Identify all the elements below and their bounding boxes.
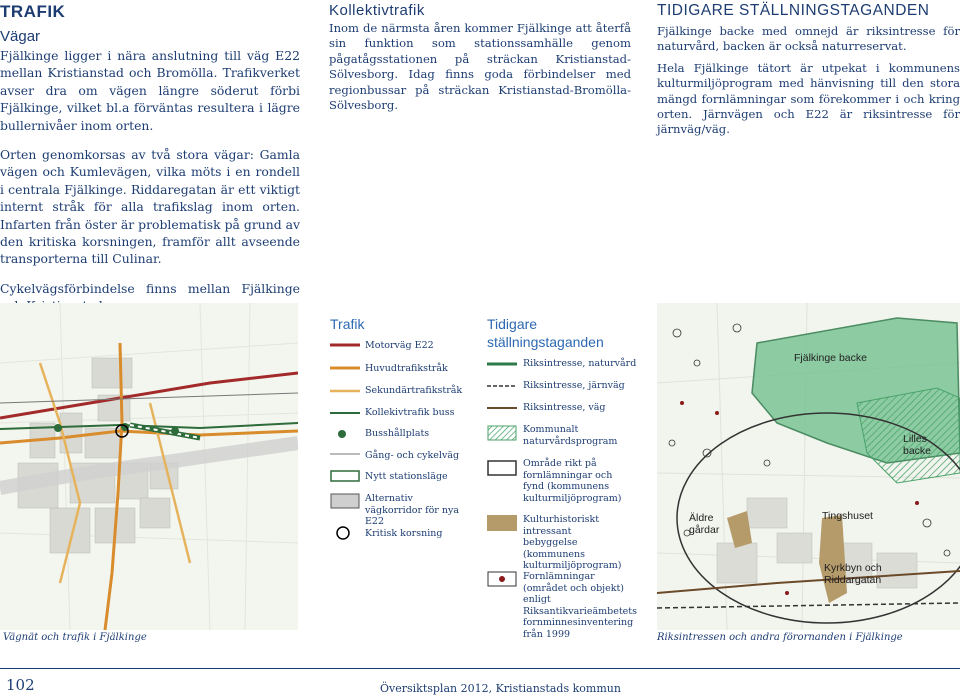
legend-item: Sekundärtrafikstråk (365, 385, 463, 396)
section-title-trafik: TRAFIK (0, 2, 66, 21)
map-label-kyrkbyn: Kyrkbyn och Riddargatan (824, 562, 882, 586)
legend-item: Alternativ vägkorridor för nya E22 (365, 493, 460, 527)
legend-item: Motorväg E22 (365, 340, 434, 351)
legend-item: Huvudtrafikstråk (365, 363, 448, 374)
legend-tidigare (479, 303, 649, 640)
ancient-area-symbol (487, 460, 517, 476)
footer-rule (0, 668, 960, 669)
map-label-lilles-backe: Lilles backe (903, 433, 932, 457)
ancient-monument-symbol (487, 571, 517, 587)
main-road-symbol (330, 364, 360, 372)
map-label-tingshuset: Tingshuset (822, 510, 873, 522)
paragraph: Orten genomkorsas av två stora vägar: Gamla vägen och Kumlevägen, vilka möts i en rondell i centrala Fjälkinge. Riddaregatan är ett viktigt internt stråk för alla trafikslag inom orten. Infarten från öster är problematisk på grund av den kritiska korsningen, framför allt avseende transporterna till Culinar. (0, 147, 300, 267)
legend-item: Riksintresse, järnväg (523, 380, 625, 391)
new-station-symbol (330, 470, 360, 482)
heading-kollektivtrafik: Kollektivtrafik (329, 2, 425, 19)
paragraph: Fjälkinge ligger i nära anslutning till väg E22 mellan Kristianstad och Bromölla. Trafikverket avser dra om vägen längre söderut förbi Fjälkinge, vilket bl.a förväntas resultera i lägre bullernivåer inom orten. (0, 48, 300, 133)
paragraph: Inom de närmsta åren kommer Fjälkinge att återfå sin funktion som stationssamhälle genom pågatågsstationen på sträckan Kristianstad-Sölvesborg. Idag finns goda förbindelser med regionbussar på sträckan Kristianstad-Bromölla-Sölvesborg. (329, 21, 631, 113)
legend-item: Kollekivtrafik buss (365, 407, 455, 418)
cycle-path-symbol (330, 450, 360, 458)
legend-item: Busshållplats (365, 428, 430, 439)
legend-item: Riksintresse, väg (523, 402, 606, 413)
paragraph: Cykelvägsförbindelse finns mellan Fjälkinge (0, 280, 300, 296)
rail-interest-symbol (487, 382, 517, 390)
secondary-road-symbol (330, 387, 360, 395)
legend-item: Område rikt på fornlämningar och fynd (kommunens kulturmiljöprogram) (523, 458, 622, 504)
column-tidigare (657, 0, 960, 150)
legend-item: Kommunalt naturvårdsprogram (523, 424, 618, 447)
legend-title-tidigare: Tidigare ställningstaganden (487, 316, 604, 350)
section-title-tidigare: TIDIGARE STÄLLNINGSTAGANDEN (657, 2, 930, 19)
heading-vagar: Vägar (0, 28, 41, 45)
road-interest-symbol (487, 404, 517, 412)
map-label-fjalkinge-backe: Fjälkinge backe (794, 352, 867, 364)
legend-item: Gång- och cykelväg (365, 450, 460, 461)
column-kollektivtrafik (329, 0, 631, 125)
legend-item: Fornlämningar (området och objekt) enligt Riksantikvarieämbetets fornminnesinventering från 1999 (523, 571, 637, 640)
column-trafik (0, 0, 300, 327)
page-number: 102 (6, 676, 35, 694)
paragraph: Hela Fjälkinge tätort är utpekat i kommunens kulturmiljöprogram med hänvisning till den stora mängd fornlämningar som förekommer i och kring orten. Järnvägen och E22 är riksintresse för järnväg/väg. (657, 60, 960, 137)
caption-left-map: Vägnät och trafik i Fjälkinge (3, 632, 147, 643)
legend-title-trafik: Trafik (330, 316, 365, 332)
legend-trafik (318, 303, 478, 633)
nature-interest-symbol (487, 360, 517, 368)
alt-corridor-symbol (330, 493, 360, 509)
legend-item: Kulturhistoriskt intressant bebyggelse (kommunens kulturmiljöprogram) (523, 514, 622, 571)
bus-stop-icon (337, 429, 347, 439)
legend-item: Nytt stationsläge (365, 471, 448, 482)
paragraph: Fjälkinge backe med omnejd är riksintresse för naturvård, backen är också naturreservat. (657, 24, 960, 54)
cultural-building-symbol (487, 515, 517, 531)
map-label-aldre-gardar: Äldre gårdar (689, 512, 720, 536)
map-traffic (0, 303, 298, 630)
legend-item: Kritisk korsning (365, 528, 443, 539)
caption-right-map: Riksintressen och andra förornanden i Fjälkinge (657, 632, 903, 643)
motorway-symbol (330, 341, 360, 349)
footer-title: Översiktsplan 2012, Kristianstads kommun (380, 682, 621, 695)
nature-program-symbol (487, 425, 517, 441)
legend-item: Riksintresse, naturvård (523, 358, 637, 369)
bus-line-symbol (330, 409, 360, 417)
critical-crossing-icon (335, 525, 351, 541)
